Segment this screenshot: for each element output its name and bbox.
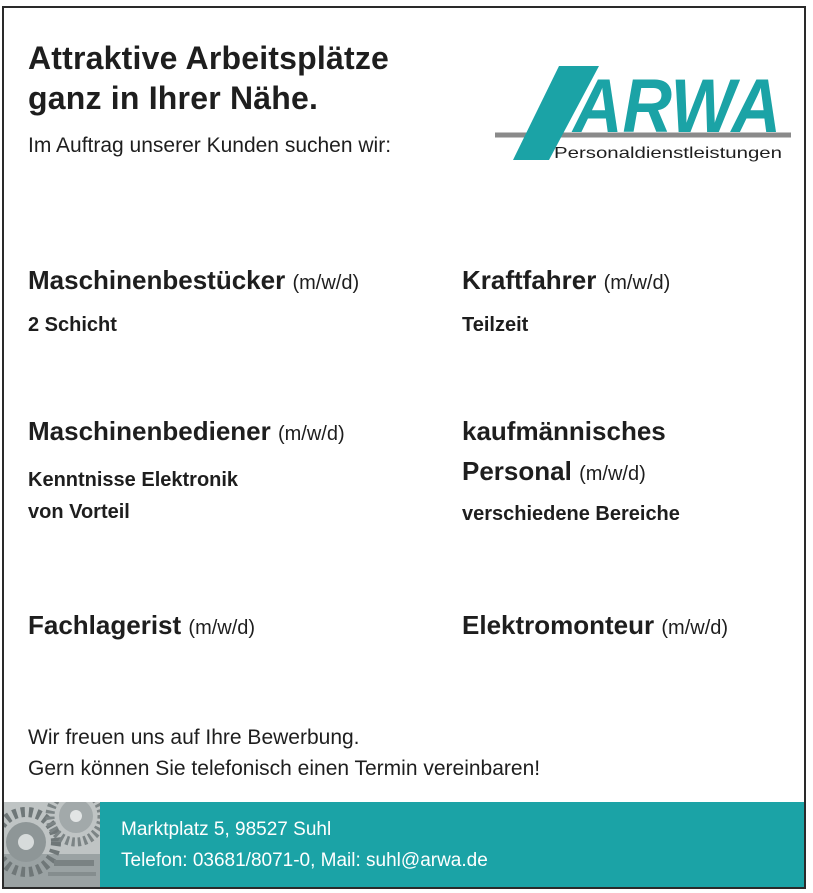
contact-info — [121, 814, 488, 876]
headline-line-1: Attraktive Arbeitsplätze — [28, 40, 390, 76]
gear-icon — [4, 802, 100, 887]
job-title-text: Elektromonteur — [462, 610, 655, 640]
intro-text: Im Auftrag unserer Kunden suchen wir: — [28, 134, 392, 157]
job-kraftfahrer — [462, 264, 670, 341]
job-detail: verschiedene Bereiche — [462, 503, 680, 525]
job-title-text: Kraftfahrer — [462, 265, 597, 295]
gender-suffix: (m/w/d) — [603, 272, 671, 294]
address-text: Marktplatz 5, 98527 Suhl — [121, 819, 332, 840]
contact-footer — [4, 802, 804, 887]
gender-suffix: (m/w/d) — [188, 617, 256, 639]
gender-suffix: (m/w/d) — [277, 423, 345, 445]
gears-image — [4, 802, 100, 887]
closing-line-1: Wir freuen uns auf Ihre Bewerbung. — [28, 726, 360, 749]
job-fachlagerist — [28, 609, 255, 644]
job-title — [462, 264, 670, 299]
job-title — [28, 415, 345, 450]
job-maschinenbestuecker — [28, 264, 359, 341]
gender-suffix: (m/w/d) — [661, 617, 729, 639]
contact-text: Telefon: 03681/8071-0, Mail: suhl@arwa.de — [121, 850, 488, 871]
logo-wordmark: ARWA — [571, 64, 781, 149]
gender-suffix: (m/w/d) — [579, 463, 646, 485]
arwa-logo — [491, 54, 793, 166]
job-title-text: Maschinenbestücker — [28, 265, 286, 295]
job-detail-line-2: von Vorteil — [28, 501, 130, 523]
job-title-text: Personal — [462, 456, 572, 486]
job-kaufmaennisches-personal — [462, 415, 680, 530]
job-title — [28, 264, 359, 299]
job-advertisement — [2, 6, 806, 889]
closing-line-2: Gern können Sie telefonisch einen Termin vereinbaren! — [28, 757, 541, 780]
job-elektromonteur — [462, 609, 728, 644]
job-title — [462, 609, 728, 644]
job-maschinenbediener — [28, 415, 345, 528]
job-title-text: Maschinenbediener — [28, 416, 271, 446]
job-title-line-2 — [462, 455, 680, 490]
job-detail: 2 Schicht — [28, 314, 117, 336]
job-detail: Teilzeit — [462, 314, 529, 336]
headline-line-2: ganz in Ihrer Nähe. — [28, 80, 319, 116]
job-title — [28, 609, 255, 644]
gender-suffix: (m/w/d) — [292, 272, 360, 294]
closing-text — [28, 722, 540, 784]
headline — [28, 38, 389, 118]
job-title-line-1: kaufmännisches — [462, 416, 666, 446]
job-detail-line-1: Kenntnisse Elektronik — [28, 469, 239, 491]
job-title-text: Fachlagerist — [28, 610, 182, 640]
logo-tagline: Personaldienstleistungen — [554, 145, 782, 162]
